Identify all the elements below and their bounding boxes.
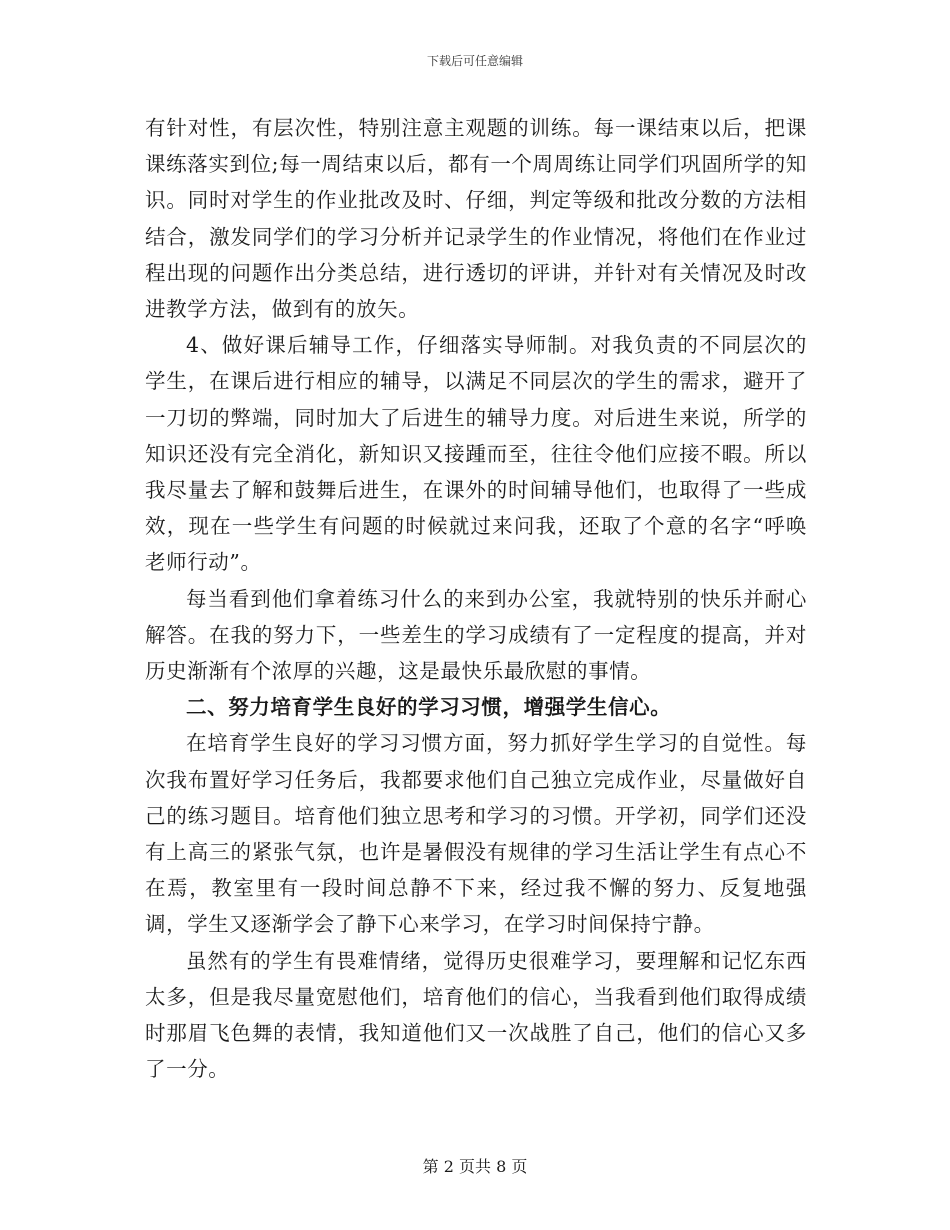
paragraph-continuation: 有针对性，有层次性，特别注意主观题的训练。每一课结束以后，把课课练落实到位;每一周结束以后，都有一个周周练让同学们巩固所学的知识。同时对学生的作业批改及时、仔细，判定等级和批改分数的方法相结合，激发同学们的学习分析并记录学生的作业情况，将他们在作业过程出现的问题作出分类总结，进行透切的评讲，并针对有关情况及时改进教学方法，做到有的放矢。 [145,116,807,322]
page-footer: 第 2 页共 8 页 [422,1157,528,1176]
paragraph-office-help: 每当看到他们拿着练习什么的来到办公室，我就特别的快乐并耐心解答。在我的努力下，一些差生的学习成绩有了一定程度的提高，并对历史渐渐有个浓厚的兴趣，这是最快乐最欣慰的事情。 [145,586,807,684]
paragraph-tutoring: 4、做好课后辅导工作，仔细落实导师制。对我负责的不同层次的学生，在课后进行相应的辅导，以满足不同层次的学生的需求，避开了一刀切的弊端，同时加大了后进生的辅导力度。对后进生来说，所学的知识还没有完全消化，新知识又接踵而至，往往令他们应接不暇。所以我尽量去了解和鼓舞后进生，在课外的时间辅导他们，也取得了一些成效，现在一些学生有问题的时候就过来问我，还取了个意的名字“呼唤老师行动”。 [145,333,807,575]
page-header: 下载后可任意编辑 [426,54,523,68]
section-heading: 二、努力培育学生良好的学习习惯，增强学生信心。 [186,695,672,720]
document-body [145,110,807,1087]
paragraph-confidence: 虽然有的学生有畏难情绪，觉得历史很难学习，要理解和记忆东西太多，但是我尽量宽慰他们，培育他们的信心，当我看到他们取得成绩时那眉飞色舞的表情，我知道他们又一次战胜了自己，他们的信心又多了一分。 [145,948,807,1082]
paragraph-study-habits: 在培育学生良好的学习习惯方面，努力抓好学生学习的自觉性。每次我布置好学习任务后，我都要求他们自己独立完成作业，尽量做好自己的练习题目。培育他们独立思考和学习的习惯。开学初，同学们还没有上高三的紧张气氛，也许是暑假没有规律的学习生活让学生有点心不在焉，教室里有一段时间总静不下来，经过我不懈的努力、反复地强调，学生又逐渐学会了静下心来学习，在学习时间保持宁静。 [145,731,807,937]
